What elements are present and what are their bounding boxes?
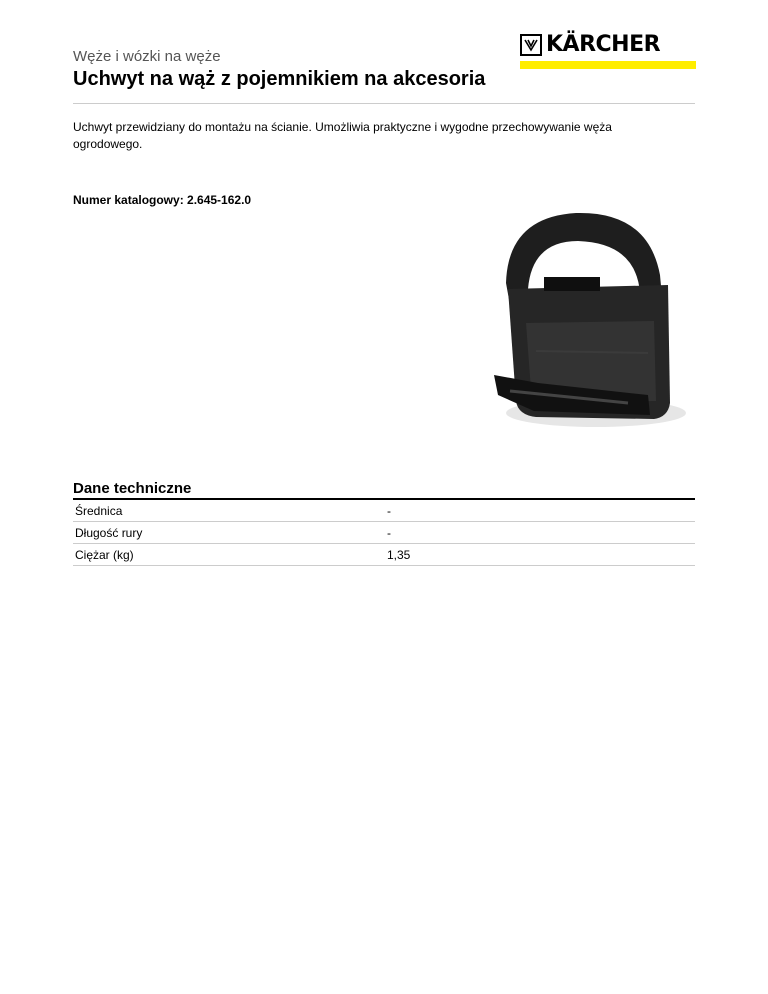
category-label: Węże i wózki na węże [73, 48, 221, 65]
spec-label: Długość rury [73, 522, 385, 544]
logo-emblem-icon [520, 34, 542, 56]
table-row [73, 500, 695, 522]
page-title: Uchwyt na wąż z pojemnikiem na akcesoria [73, 68, 486, 90]
logo-yellow-bar [520, 61, 696, 69]
table-row [73, 544, 695, 566]
tech-section-title: Dane techniczne [73, 480, 695, 500]
table-row [73, 522, 695, 544]
logo-text: KÄRCHER [546, 32, 661, 57]
product-description: Uchwyt przewidziany do montażu na ścianie. Umożliwia praktyczne i wygodne przechowywanie węża ogrodowego. [73, 120, 612, 151]
brand-logo [520, 33, 696, 69]
spec-value: 1,35 [385, 544, 695, 566]
header-divider [73, 103, 695, 104]
hose-holder-image [478, 205, 698, 435]
product-image [478, 205, 698, 435]
spec-label: Średnica [73, 500, 385, 522]
tech-table [73, 500, 695, 566]
spec-value: - [385, 500, 695, 522]
catalog-number: Numer katalogowy: 2.645-162.0 [73, 193, 252, 207]
spec-value: - [385, 522, 695, 544]
spec-label: Ciężar (kg) [73, 544, 385, 566]
